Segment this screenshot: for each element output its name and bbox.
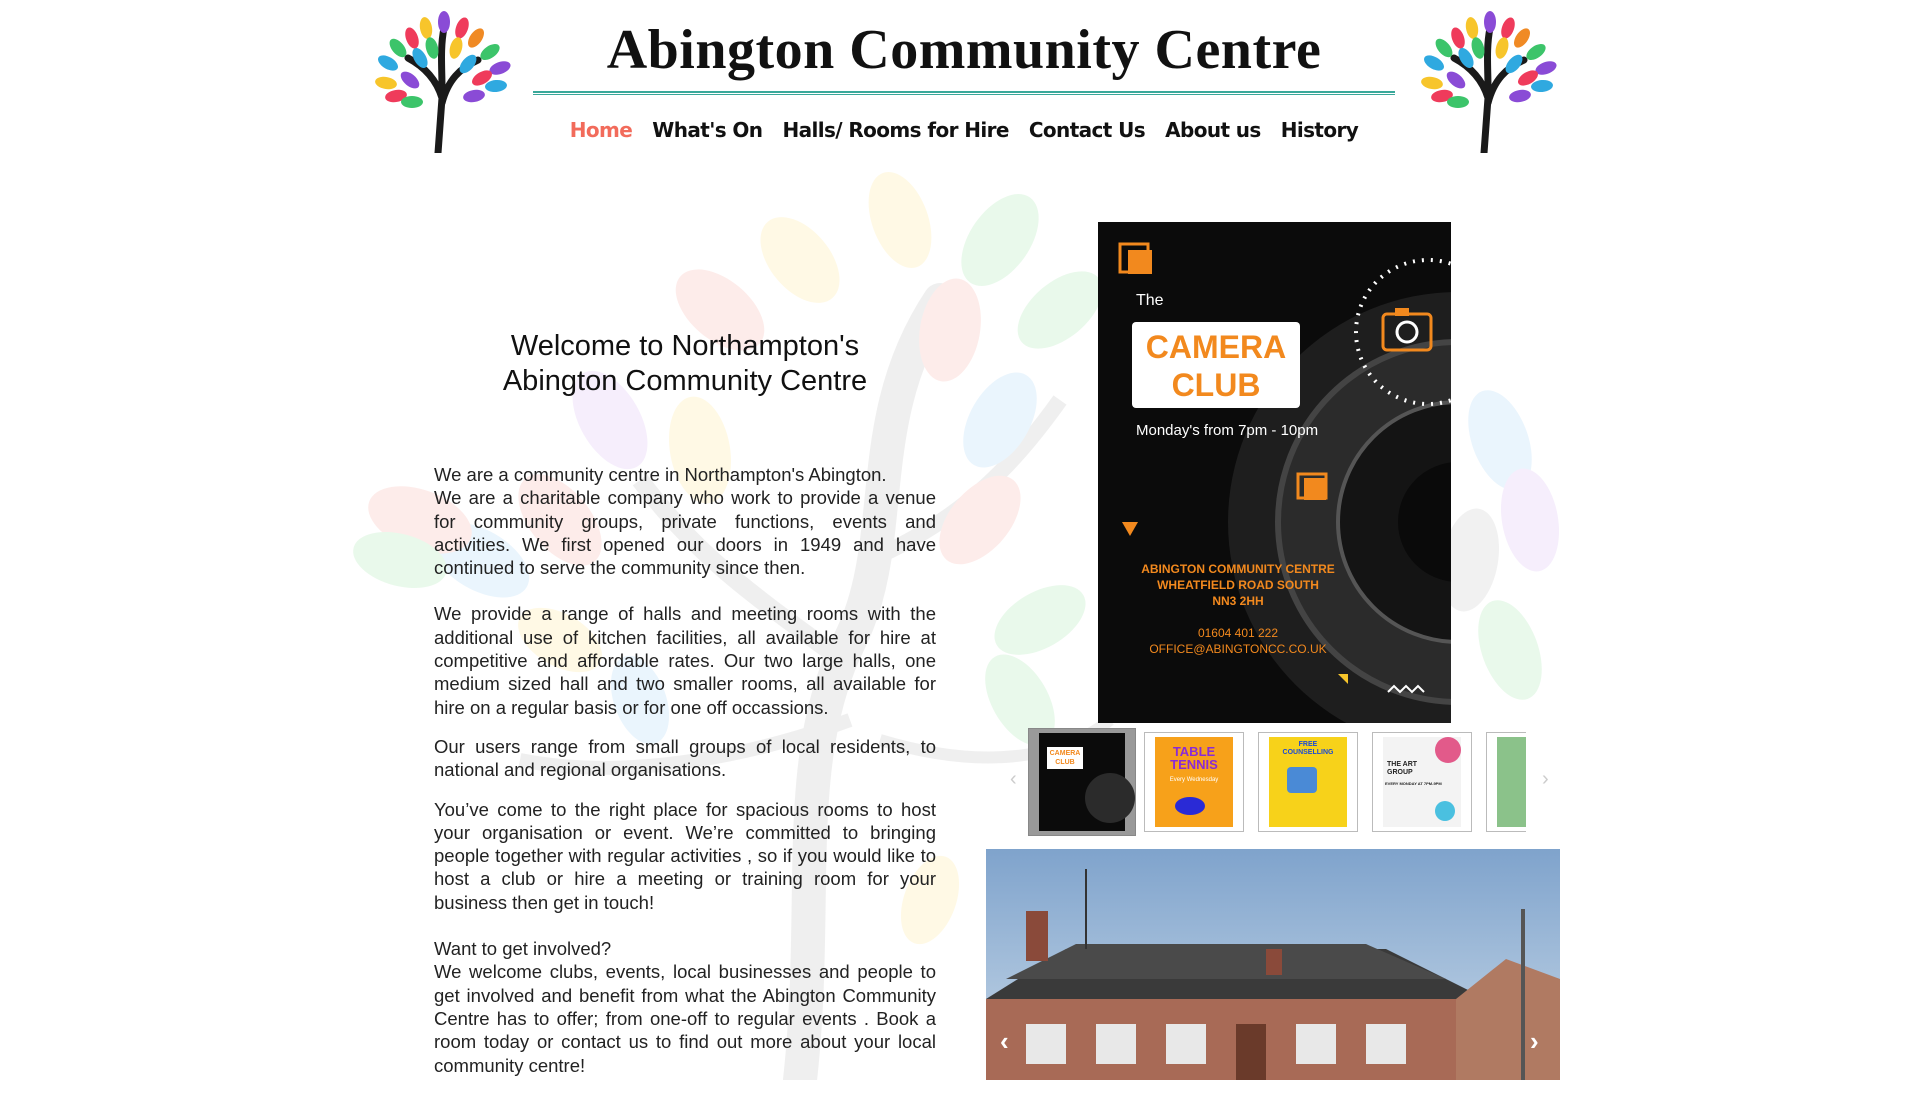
thumb-3-line-1: FREE bbox=[1298, 741, 1318, 748]
building-image bbox=[986, 849, 1560, 1080]
thumb-next-chevron-right-icon[interactable]: › bbox=[1542, 768, 1549, 790]
main-nav bbox=[533, 118, 1395, 142]
intro-paragraph-halls: We provide a range of halls and meeting rooms with the additional use of kitchen facilities, all available for hire at competitive and affordable rates. Our two large halls, one medium sized hall and two smaller rooms, all available for hire on a regular basis or for one off occassions. bbox=[434, 603, 936, 718]
poster-venue bbox=[1118, 561, 1358, 609]
thumb-2-line-3: Every Wednesday bbox=[1169, 777, 1219, 783]
poster-when: Monday's from 7pm - 10pm bbox=[1136, 422, 1319, 439]
site-title: Abington Community Centre bbox=[606, 19, 1322, 81]
poster-title-line-1: CAMERA bbox=[1145, 329, 1287, 365]
nav-home[interactable]: Home bbox=[569, 118, 633, 142]
poster-the: The bbox=[1136, 292, 1164, 309]
community-centre-building-photo bbox=[986, 849, 1560, 1080]
poster-venue-line-3: NN3 2HH bbox=[1212, 594, 1264, 608]
poster-thumbnail-strip bbox=[1010, 728, 1565, 834]
thumbnail-free-counselling[interactable] bbox=[1258, 732, 1358, 832]
welcome-heading bbox=[434, 329, 936, 399]
poster-title-badge bbox=[1132, 322, 1300, 408]
get-involved-paragraph: We welcome clubs, events, local businesses and people to get involved and benefit from what the Abington Community Centre has to offer; from one-off to regular events . Book a room today or contact us to find out more about your local community centre! bbox=[434, 961, 936, 1076]
welcome-line-2: Abington Community Centre bbox=[502, 365, 868, 397]
thumb-4-line-3: EVERY MONDAY AT 7PM-9PM bbox=[1385, 781, 1442, 786]
thumb-2-line-2: TENNIS bbox=[1170, 757, 1218, 772]
nav-whats-on[interactable]: What's On bbox=[652, 118, 763, 142]
thumb-1-line-1: CAMERA bbox=[1049, 750, 1081, 757]
poster-title-line-2: CLUB bbox=[1171, 367, 1261, 403]
thumb-3-line-2: COUNSELLING bbox=[1282, 749, 1334, 756]
poster-venue-line-1: ABINGTON COMMUNITY CENTRE bbox=[1141, 562, 1335, 576]
intro-content bbox=[434, 463, 936, 1100]
nav-history[interactable]: History bbox=[1280, 118, 1359, 142]
intro-line: We are a community centre in Northampton's Abington. bbox=[434, 464, 887, 485]
featured-poster-camera-club[interactable] bbox=[1098, 222, 1451, 723]
intro-paragraph-charity: We are a charitable company who work to provide a venue for community groups, private functions, events and activities. We first opened our doors in 1949 and have continued to serve the community since then. bbox=[434, 487, 936, 579]
thumbnail-camera-club[interactable] bbox=[1028, 728, 1136, 836]
tree-logo-left[interactable] bbox=[368, 8, 518, 153]
thumb-1-line-2: CLUB bbox=[1055, 759, 1075, 766]
poster-email: OFFICE@ABINGTONCC.CO.UK bbox=[1149, 642, 1327, 656]
thumbnail-art-group[interactable] bbox=[1372, 732, 1472, 832]
poster-venue-line-2: WHEATFIELD ROAD SOUTH bbox=[1157, 578, 1319, 592]
nav-halls-rooms-for-hire[interactable]: Halls/ Rooms for Hire bbox=[782, 118, 1009, 142]
thumb-4-line-2: GROUP bbox=[1387, 769, 1413, 776]
thumbnail-partial[interactable] bbox=[1486, 732, 1526, 832]
nav-about-us[interactable]: About us bbox=[1165, 118, 1261, 142]
poster-contact bbox=[1118, 625, 1358, 657]
tree-logo-right[interactable] bbox=[1414, 8, 1564, 153]
nav-contact-us[interactable]: Contact Us bbox=[1028, 118, 1146, 142]
photo-next-chevron-right-icon[interactable]: › bbox=[1530, 1026, 1539, 1056]
intro-paragraph-users: Our users range from small groups of local residents, to national and regional organisations. bbox=[434, 735, 936, 781]
photo-prev-chevron-left-icon[interactable]: ‹ bbox=[1000, 1026, 1009, 1056]
get-involved-heading: Want to get involved? bbox=[434, 938, 612, 960]
poster-phone: 01604 401 222 bbox=[1197, 626, 1279, 640]
intro-paragraph-rooms: You’ve come to the right place for spacious rooms to host your organisation or event. We’re committed to bringing people together with regular activities , so if you would like to host a club or hire a meeting or training room for your business then get in touch! bbox=[434, 798, 936, 913]
thumb-4-line-1: THE ART bbox=[1387, 761, 1418, 768]
thumb-prev-chevron-left-icon[interactable]: ‹ bbox=[1010, 768, 1017, 790]
welcome-line-1: Welcome to Northampton's bbox=[510, 330, 860, 362]
thumbnail-table-tennis[interactable] bbox=[1144, 732, 1244, 832]
title-divider bbox=[533, 91, 1395, 95]
thumb-2-line-1: TABLE bbox=[1172, 744, 1216, 759]
